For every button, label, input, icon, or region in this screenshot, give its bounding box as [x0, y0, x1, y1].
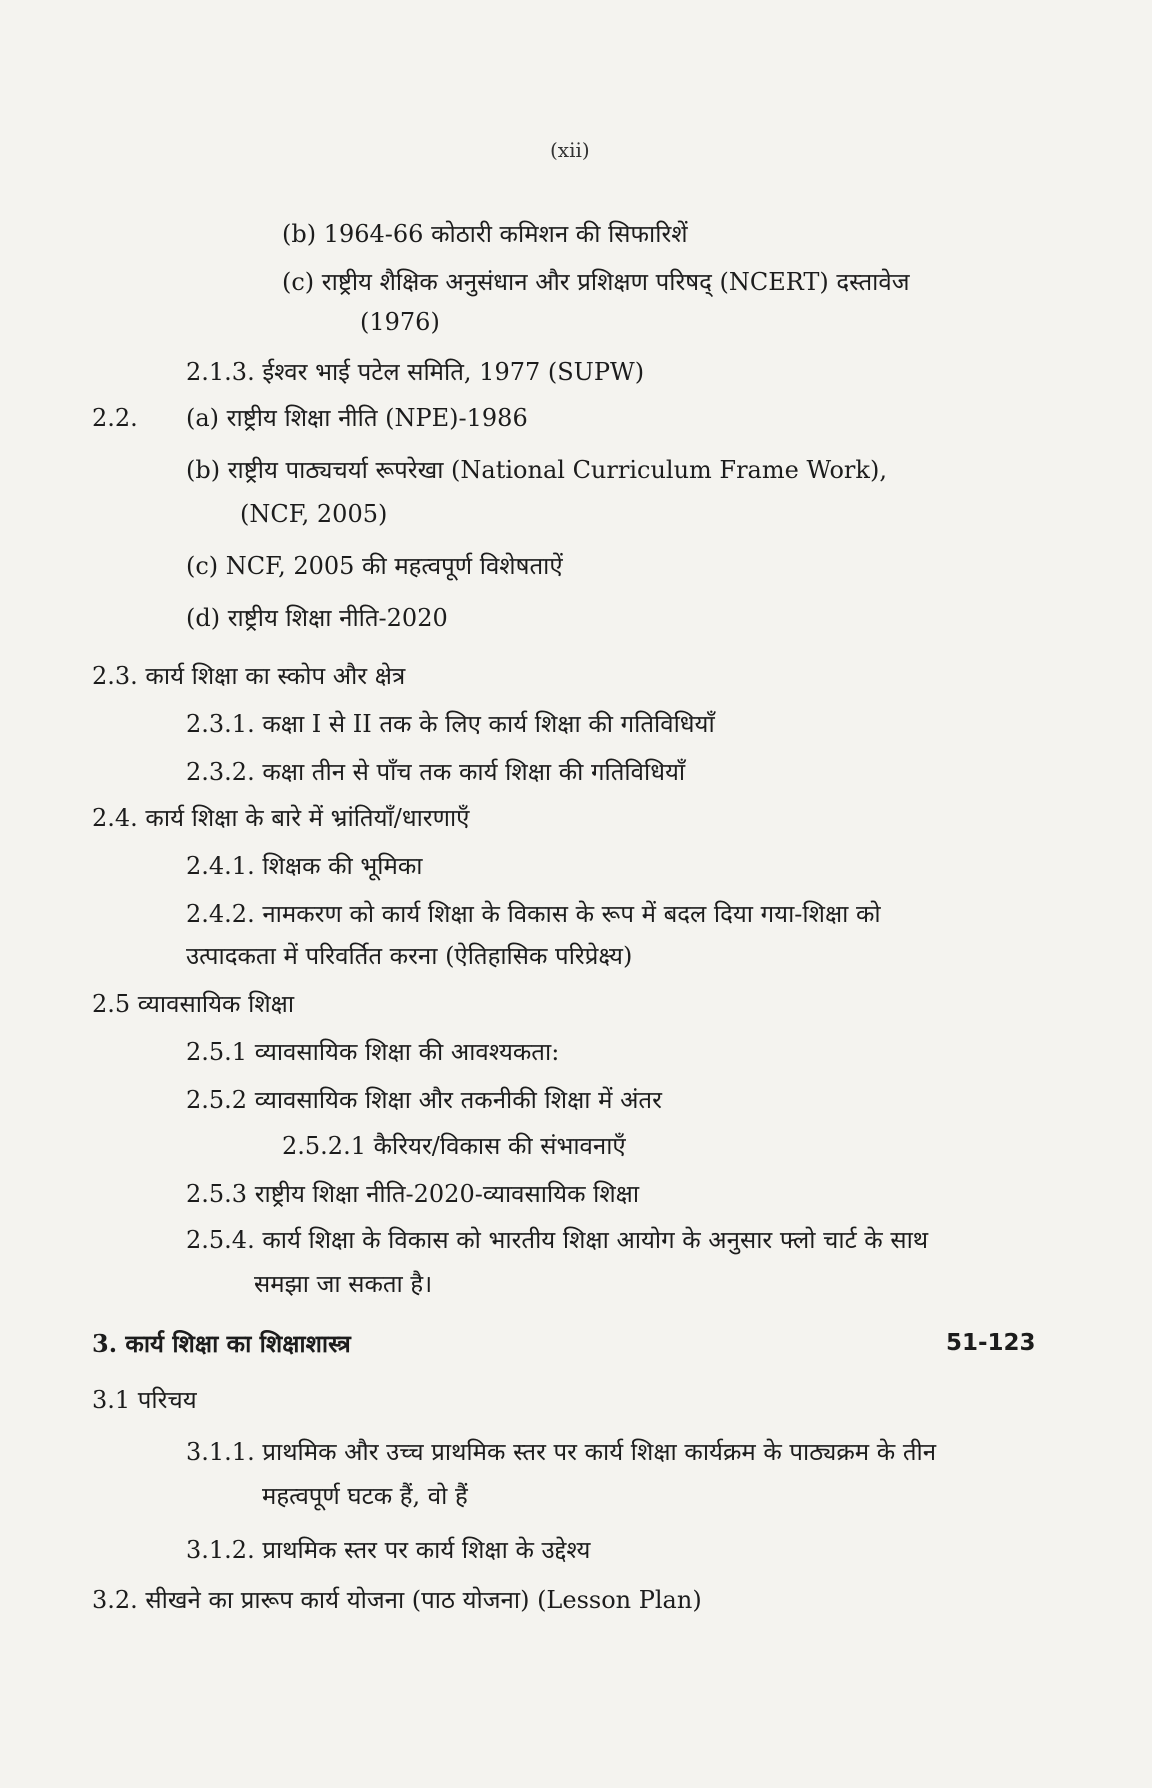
section-page-range: 51-123: [946, 1330, 1036, 1356]
toc-line: 2.1.3. ईश्वर भाई पटेल समिति, 1977 (SUPW): [186, 358, 645, 386]
toc-line: 2.3.1. कक्षा I से II तक के लिए कार्य शिक्षा की गतिविधियाँ: [186, 710, 715, 738]
toc-line: उत्पादकता में परिवर्तित करना (ऐतिहासिक परिप्रेक्ष्य): [186, 942, 633, 970]
toc-line: 2.3.2. कक्षा तीन से पाँच तक कार्य शिक्षा की गतिविधियाँ: [186, 758, 686, 786]
toc-line: (a) राष्ट्रीय शिक्षा नीति (NPE)-1986: [186, 404, 528, 432]
toc-line: (b) 1964-66 कोठारी कमिशन की सिफारिशें: [282, 220, 688, 248]
toc-line: 2.5.2 व्यावसायिक शिक्षा और तकनीकी शिक्षा में अंतर: [186, 1086, 662, 1114]
toc-line: 2.5.3 राष्ट्रीय शिक्षा नीति-2020-व्यावसायिक शिक्षा: [186, 1180, 640, 1208]
section-heading: 3. कार्य शिक्षा का शिक्षाशास्त्र: [92, 1329, 351, 1358]
page-number: (xii): [550, 138, 590, 162]
toc-line: 3.1 परिचय: [92, 1386, 197, 1414]
toc-line: 2.2.: [92, 404, 138, 432]
toc-line: समझा जा सकता है।: [254, 1270, 433, 1298]
toc-line: (b) राष्ट्रीय पाठ्यचर्या रूपरेखा (National Curriculum Frame Work),: [186, 456, 887, 484]
toc-line: 2.4.2. नामकरण को कार्य शिक्षा के विकास के रूप में बदल दिया गया-शिक्षा को: [186, 900, 881, 928]
toc-line: 2.5.4. कार्य शिक्षा के विकास को भारतीय शिक्षा आयोग के अनुसार फ्लो चार्ट के साथ: [186, 1226, 929, 1254]
toc-line: 2.4. कार्य शिक्षा के बारे में भ्रांतियाँ/धारणाएँ: [92, 804, 470, 832]
toc-line: 3.1.2. प्राथमिक स्तर पर कार्य शिक्षा के उद्देश्य: [186, 1536, 591, 1564]
toc-line: 3.2. सीखने का प्रारूप कार्य योजना (पाठ योजना) (Lesson Plan): [92, 1586, 702, 1614]
toc-line: (NCF, 2005): [240, 500, 388, 528]
toc-line: 2.4.1. शिक्षक की भूमिका: [186, 852, 423, 880]
toc-line: 2.3. कार्य शिक्षा का स्कोप और क्षेत्र: [92, 662, 406, 690]
toc-line: (d) राष्ट्रीय शिक्षा नीति-2020: [186, 604, 448, 632]
toc-line: महत्वपूर्ण घटक हैं, वो हैं: [262, 1482, 468, 1510]
toc-line: 2.5.2.1 कैरियर/विकास की संभावनाएँ: [282, 1132, 626, 1160]
toc-line: (c) NCF, 2005 की महत्वपूर्ण विशेषताऐं: [186, 552, 563, 580]
toc-line: 2.5 व्यावसायिक शिक्षा: [92, 990, 295, 1018]
toc-line: (1976): [360, 308, 440, 336]
toc-line: (c) राष्ट्रीय शैक्षिक अनुसंधान और प्रशिक्षण परिषद् (NCERT) दस्तावेज: [282, 268, 910, 296]
toc-line: 3.1.1. प्राथमिक और उच्च प्राथमिक स्तर पर कार्य शिक्षा कार्यक्रम के पाठ्यक्रम के तीन: [186, 1438, 937, 1466]
toc-line: 2.5.1 व्यावसायिक शिक्षा की आवश्यकता:: [186, 1038, 560, 1066]
